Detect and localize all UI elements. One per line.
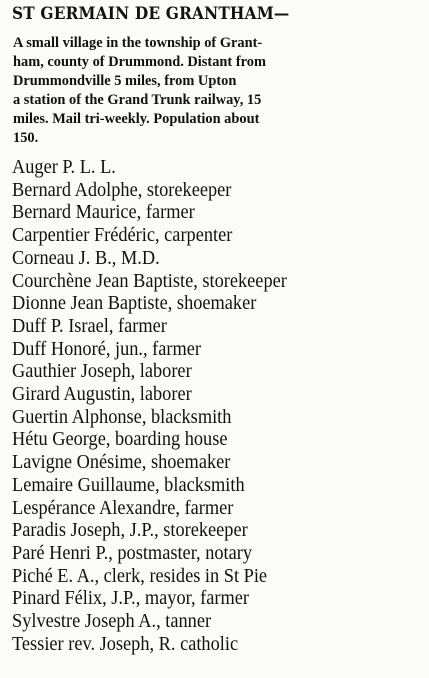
village-heading: ST GERMAIN DE GRANTHAM— — [12, 4, 290, 23]
description-line: Drummondville 5 miles, from Upton — [13, 73, 237, 89]
resident-entry: Auger P. L. L. — [12, 157, 116, 178]
resident-entry: Duff P. Israel, farmer — [12, 315, 167, 337]
resident-entry: Hétu George, boarding house — [12, 429, 228, 451]
resident-entry: Paradis Joseph, J.P., storekeeper — [12, 520, 248, 542]
description-line: ham, county of Drummond. Distant from — [13, 54, 266, 70]
resident-entry: Girard Augustin, laborer — [12, 384, 192, 406]
resident-entry: Courchène Jean Baptiste, storekeeper — [12, 270, 287, 292]
resident-entry: Dionne Jean Baptiste, shoemaker — [12, 293, 257, 315]
resident-entry: Tessier rev. Joseph, R. catholic — [12, 633, 239, 655]
resident-entry: Piché E. A., clerk, resides in St Pie — [12, 565, 268, 587]
resident-entry: Gauthier Joseph, laborer — [12, 361, 192, 383]
village-description — [13, 34, 423, 148]
resident-entry: Paré Henri P., postmaster, notary — [12, 542, 253, 564]
resident-entry: Lespérance Alexandre, farmer — [12, 497, 234, 519]
description-line: A small village in the township of Grant- — [13, 35, 263, 51]
resident-list — [12, 157, 426, 656]
description-line: a station of the Grand Trunk railway, 15 — [13, 92, 262, 108]
description-line: miles. Mail tri-weekly. Population about — [13, 111, 260, 127]
resident-entry: Corneau J. B., M.D. — [12, 247, 160, 269]
description-line: 150. — [13, 130, 39, 146]
resident-entry: Lavigne Onésime, shoemaker — [12, 452, 231, 474]
resident-entry: Bernard Adolphe, storekeeper — [12, 179, 232, 201]
resident-entry: Sylvestre Joseph A., tanner — [12, 611, 212, 633]
resident-entry: Duff Honoré, jun., farmer — [12, 338, 202, 360]
resident-entry: Pinard Félix, J.P., mayor, farmer — [12, 588, 250, 610]
resident-entry: Lemaire Guillaume, blacksmith — [12, 474, 245, 496]
resident-entry: Guertin Alphonse, blacksmith — [12, 406, 232, 428]
resident-entry: Carpentier Frédéric, carpenter — [12, 225, 233, 247]
resident-entry: Bernard Maurice, farmer — [12, 202, 195, 224]
